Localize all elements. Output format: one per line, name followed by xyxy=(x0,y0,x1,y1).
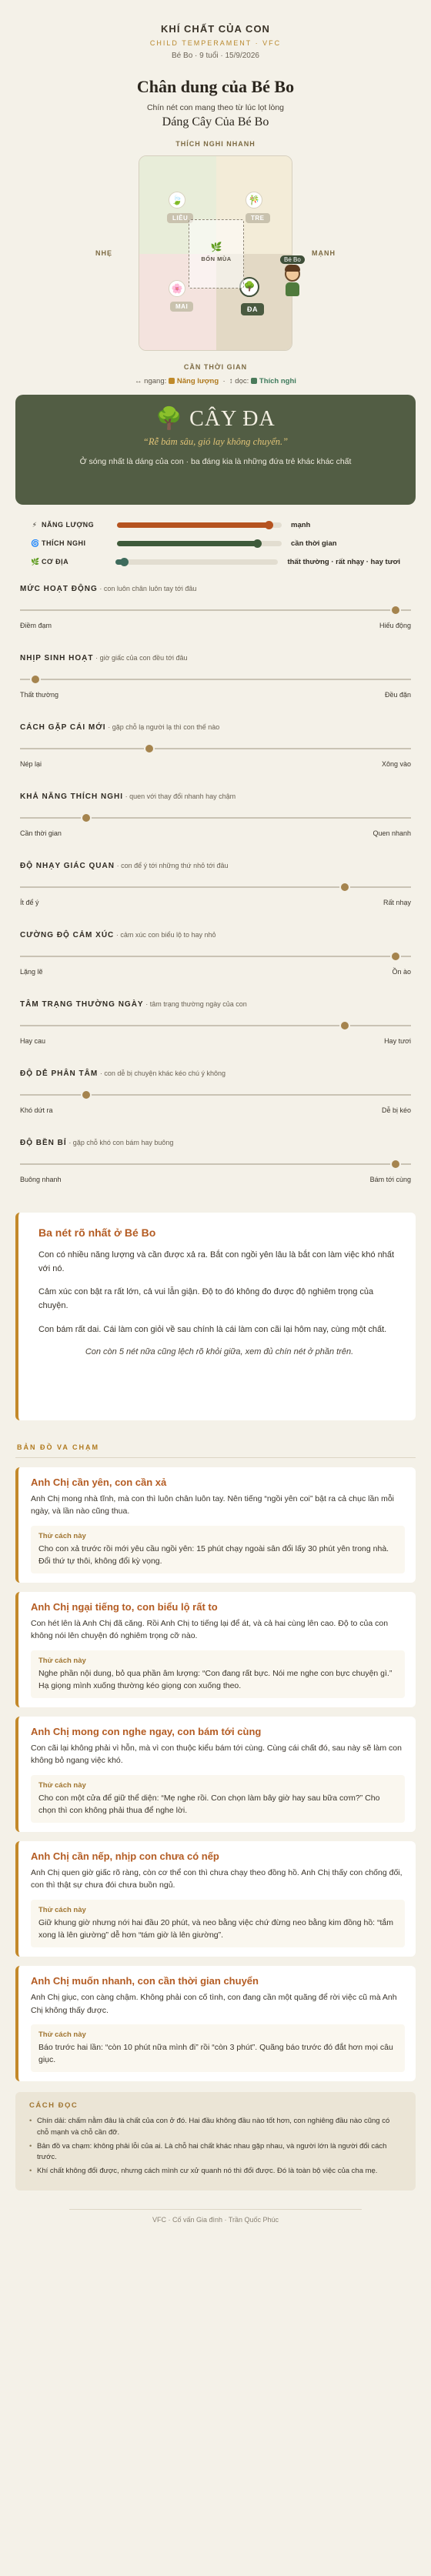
try-label: Thử cách này xyxy=(38,1905,86,1914)
trait-right-label: Hiếu động xyxy=(379,622,411,629)
clash-section-title: BẢN ĐỒ VA CHẠM xyxy=(17,1443,99,1451)
highlight-paragraph: Con bám rất dai. Cái làm con giỏi về sau chính là cái làm con cãi lại hôm nay, cùng một chất. xyxy=(38,1324,387,1334)
summary-scales xyxy=(15,516,416,571)
trait-desc: · giờ giấc của con đều tới đâu xyxy=(95,654,188,662)
clash-body: Anh Chị mong nhà tĩnh, mà con thì luôn chân luôn tay. Nên tiếng “ngồi yên coi” bật ra cả chục lần mỗi ngày, và lần nào cũng thua. xyxy=(31,1494,394,1517)
trait-track xyxy=(20,609,411,611)
trait-desc: · gặp chỗ lạ người lạ thì con thế nào xyxy=(108,723,220,731)
trait-heading xyxy=(20,1000,411,1009)
trait-name: NHỊP SINH HOẠT xyxy=(20,654,94,662)
list-item: • Bản đồ va chạm: không phải lỗi của ai. Là chỗ hai chất khác nhau gặp nhau, và người lớn là người đổi cách trước. xyxy=(29,2141,402,2164)
try-box xyxy=(31,2024,405,2073)
axis-bottom-label: CẦN THỜI GIAN xyxy=(183,363,248,371)
trait-marker xyxy=(81,1089,92,1100)
trait-row xyxy=(15,788,416,857)
trait-ends xyxy=(20,691,411,699)
clash-body: Con cãi lại không phải vì hỗn, mà vì con thuộc kiểu bám tới cùng. Cùng cái chất đó, sau này sẽ làm con không bỏ ngang việc khó. xyxy=(31,1743,402,1766)
scale-energy-label: NĂNG LƯỢNG xyxy=(42,520,95,529)
swirl-icon: 🌀 xyxy=(31,539,40,547)
trait-desc: · cảm xúc con biểu lộ to hay nhỏ xyxy=(115,931,216,939)
trait-track xyxy=(20,1025,411,1026)
quadrant-label-mai: MAI xyxy=(170,302,193,312)
scale-base-dot xyxy=(120,558,129,566)
trait-desc: · con luôn chân luôn tay tới đâu xyxy=(99,585,197,592)
legend-h-prefix: ↔ ngang: xyxy=(135,377,167,385)
scale-adapt xyxy=(31,534,400,552)
trait-row xyxy=(15,1134,416,1203)
blossom-icon: 🌸 xyxy=(169,280,185,297)
quadrant-label-lieu: LIỄU xyxy=(167,213,193,223)
child-avatar-body xyxy=(286,282,299,296)
trait-ends xyxy=(20,899,411,906)
scale-base-label-wrap xyxy=(31,558,115,566)
try-text: Nghe phần nội dung, bỏ qua phần âm lượng: “Con đang rất bực. Nói me nghe con bực chuyện gì.” Hạ giọng mình xuống thường kéo giọng con xuống theo. xyxy=(38,1668,393,1690)
page-title: Chân dung của Bé Bo xyxy=(136,77,295,96)
clash-card xyxy=(15,1467,416,1583)
try-label: Thử cách này xyxy=(38,2030,86,2039)
center-zone xyxy=(189,219,244,289)
trait-left-label: Lặng lẽ xyxy=(20,968,43,976)
trait-ends xyxy=(20,760,411,768)
quadrant-grid xyxy=(139,155,292,351)
result-quote: “Rễ bám sâu, gió lay không chuyển.” xyxy=(142,436,289,447)
trait-heading xyxy=(20,931,411,939)
header-subtitle: CHILD TEMPERAMENT · VFC xyxy=(149,39,282,47)
trait-row xyxy=(15,926,416,996)
trait-right-label: Bám tới cùng xyxy=(369,1176,411,1183)
clash-card xyxy=(15,1966,416,2081)
scale-base xyxy=(31,552,400,571)
trait-marker xyxy=(390,951,401,962)
trait-left-label: Ít để ý xyxy=(20,899,39,906)
trait-name: ĐỘ DỄ PHÂN TÂM xyxy=(20,1069,99,1078)
scale-energy-value: mạnh xyxy=(291,520,311,529)
trait-heading xyxy=(20,723,411,732)
trait-right-label: Đều đặn xyxy=(384,691,411,699)
trait-marker xyxy=(339,1020,350,1031)
result-title: CÂY ĐA xyxy=(189,407,276,431)
trait-heading xyxy=(20,792,411,801)
tree-icon: 🌳 xyxy=(155,407,184,431)
trait-row xyxy=(15,719,416,788)
trait-ends xyxy=(20,1037,411,1045)
trait-heading xyxy=(20,1069,411,1078)
axis-right-label: MẠNH xyxy=(312,249,336,257)
trait-row xyxy=(15,580,416,649)
scale-energy xyxy=(31,516,400,534)
list-item: • Chín dải: chấm nằm đâu là chất của con ở đó. Hai đầu không đầu nào tốt hơn, con nghiêng đầu nào cũng có chỗ mạnh và chỗ cần đỡ. xyxy=(29,2116,402,2138)
trait-marker xyxy=(339,882,350,893)
scale-energy-track xyxy=(117,522,282,528)
quadrant-label-da: ĐA xyxy=(241,303,264,315)
child-avatar-hair xyxy=(285,265,300,272)
scale-adapt-dot xyxy=(253,539,262,548)
trait-left-label: Hay cau xyxy=(20,1037,46,1045)
trait-row xyxy=(15,857,416,926)
trait-ends xyxy=(20,829,411,837)
scale-adapt-track xyxy=(117,541,282,546)
scale-adapt-value: cần thời gian xyxy=(291,539,337,548)
trait-ends xyxy=(20,1106,411,1114)
scale-energy-fill xyxy=(117,522,269,528)
try-box xyxy=(31,1900,405,1948)
trait-marker xyxy=(390,1159,401,1170)
axis-top-label: THÍCH NGHI NHANH xyxy=(175,140,256,148)
try-box xyxy=(31,1775,405,1824)
trait-left-label: Buông nhanh xyxy=(20,1176,62,1183)
clash-card xyxy=(15,1592,416,1707)
axis-left-label: NHẸ xyxy=(95,249,113,257)
trait-name: CÁCH GẶP CÁI MỚI xyxy=(20,723,106,732)
how-to-read-title: CÁCH ĐỌC xyxy=(29,2101,79,2111)
scale-energy-dot xyxy=(265,521,273,529)
trait-name: MỨC HOẠT ĐỘNG xyxy=(20,585,98,593)
trait-marker xyxy=(30,674,41,685)
scale-adapt-fill xyxy=(117,541,257,546)
try-text: Giữ khung giờ nhưng nới hai đầu 20 phút, và neo bằng việc chứ đừng neo bằng kim đồng hồ: “tắm xong là lên giường” dễ hơn “tám giờ là lên giường”. xyxy=(38,1917,394,1940)
center-zone-label: BỐN MÙA xyxy=(201,255,232,262)
header-meta: Bé Bo · 9 tuổi · 15/9/2026 xyxy=(172,52,259,60)
legend-h-value: Năng lượng xyxy=(176,377,219,385)
legend-h-swatch xyxy=(169,378,175,384)
how-to-read-list xyxy=(29,2116,402,2177)
trait-left-label: Điềm đạm xyxy=(20,622,52,629)
legend-v-swatch xyxy=(251,378,257,384)
trait-right-label: Ồn ào xyxy=(392,968,411,976)
result-card xyxy=(15,395,416,505)
scale-base-value: thất thường · rất nhạy · hay tươi xyxy=(287,557,400,566)
clash-body: Anh Chị quen giờ giấc rõ ràng, còn cơ thể con thì chưa chạy theo đồng hồ. Anh Chị thấy con chống đối, con thì thật sự chưa đói chưa buồn ngủ. xyxy=(31,1868,403,1890)
trait-track xyxy=(20,1163,411,1165)
footer: VFC · Cố vấn Gia đình · Trần Quốc Phúc xyxy=(69,2209,362,2224)
clash-card xyxy=(15,1717,416,1832)
trait-right-label: Quen nhanh xyxy=(373,829,411,837)
trait-name: ĐỘ BỀN BỈ xyxy=(20,1139,67,1147)
trait-name: CƯỜNG ĐỘ CẢM XÚC xyxy=(20,931,115,939)
trait-name: KHẢ NĂNG THÍCH NGHI xyxy=(20,792,123,801)
quadrant-label-tre: TRE xyxy=(246,213,270,223)
trait-marker xyxy=(144,743,155,754)
trait-left-label: Thất thường xyxy=(20,691,58,699)
list-item: • Khí chất không đổi được, nhưng cách mình cư xử quanh nó thì đổi được. Đó là toàn bộ việc của cha mẹ. xyxy=(29,2166,402,2177)
legend-v-prefix: ↕ dọc: xyxy=(229,377,249,385)
try-label: Thử cách này xyxy=(38,1531,86,1540)
result-description: Ở sóng nhất là dáng của con · ba đáng kia là những đứa trẻ khác khác chất xyxy=(79,457,352,466)
highlight-paragraph: Cảm xúc con bật ra rất lớn, cả vui lẫn giận. Độ to đó không đo được độ nghiêm trọng của chuyện. xyxy=(38,1287,374,1311)
highlight-card xyxy=(15,1213,416,1420)
trait-right-label: Dễ bị kéo xyxy=(381,1106,411,1114)
how-to-read xyxy=(15,2092,416,2191)
trait-left-label: Nép lại xyxy=(20,760,42,768)
trait-track xyxy=(20,817,411,819)
trait-row xyxy=(15,996,416,1065)
trait-row xyxy=(15,1065,416,1134)
clash-body: Anh Chị giục, con càng chậm. Không phải con cố tình, con đang cần một quãng để rời việc cũ mà Anh Chị không thấy được. xyxy=(31,1993,397,2015)
trait-desc: · con để ý tới những thứ nhỏ tới đâu xyxy=(116,862,229,869)
trait-desc: · quen với thay đổi nhanh hay chậm xyxy=(125,792,236,800)
trait-left-label: Khó dứt ra xyxy=(20,1106,53,1114)
result-title-row xyxy=(31,405,400,432)
trait-list xyxy=(15,580,416,1203)
trait-heading xyxy=(20,1139,411,1147)
temperament-map xyxy=(85,140,346,371)
clash-card xyxy=(15,1841,416,1957)
trait-track xyxy=(20,956,411,957)
trait-track xyxy=(20,679,411,680)
trait-desc: · con dễ bị chuyện khác kéo chú ý không xyxy=(99,1069,226,1077)
trait-ends xyxy=(20,968,411,976)
trait-desc: · gặp chỗ khó con bám hay buông xyxy=(68,1139,174,1146)
header xyxy=(15,0,416,129)
trait-track xyxy=(20,886,411,888)
trait-heading xyxy=(20,654,411,662)
highlight-paragraph: Con có nhiều năng lượng và cần được xả ra. Bắt con ngồi yên lâu là bắt con làm việc khó nhất với nó. xyxy=(38,1250,395,1274)
trait-right-label: Xông vào xyxy=(381,760,411,768)
tree-icon: 🌳 xyxy=(239,277,259,297)
try-text: Cho con xả trước rồi mới yêu cầu ngồi yên: 15 phút chạy ngoài sân đổi lấy 30 phút yên trong nhà. Đổi thứ tự thôi, không đổi kỳ vọng. xyxy=(38,1543,389,1566)
trait-ends xyxy=(20,1176,411,1183)
scale-base-label: CƠ ĐỊA xyxy=(42,557,69,566)
trait-left-label: Cần thời gian xyxy=(20,829,62,837)
try-label: Thử cách này xyxy=(38,1780,86,1790)
trait-desc: · tâm trạng thường ngày của con xyxy=(145,1000,247,1008)
clash-body: Con hét lên là Anh Chị đã căng. Rồi Anh Chị to tiếng lại để át, và cả hai cùng lên cao. Độ to của con không nói lên chuyện đó nghiêm trọng cỡ nào. xyxy=(31,1619,389,1641)
trait-track xyxy=(20,1094,411,1096)
header-kicker: KHÍ CHẤT CỦA CON xyxy=(161,23,270,35)
herb-icon: 🌿 xyxy=(31,557,40,566)
leaf-icon: 🍃 xyxy=(169,192,185,209)
trait-heading xyxy=(20,585,411,593)
trait-heading xyxy=(20,862,411,870)
sprout-icon: 🌿 xyxy=(210,242,222,252)
trait-marker xyxy=(390,605,401,616)
axis-legend: ↔ ngang: Năng lượng · ↕ dọc: Thích nghi xyxy=(135,377,296,385)
try-box xyxy=(31,1650,405,1699)
clash-title: Anh Chị muốn nhanh, con cần thời gian chuyển xyxy=(31,1975,259,1987)
lightning-icon: ⚡ xyxy=(32,520,38,529)
clash-title: Anh Chị cần yên, con cần xả xyxy=(31,1477,167,1488)
clash-title: Anh Chị ngại tiếng to, con biểu lộ rất to xyxy=(31,1601,218,1613)
scale-adapt-label: THÍCH NGHI xyxy=(42,539,86,547)
highlight-title: Ba nét rõ nhất ở Bé Bo xyxy=(38,1226,156,1239)
try-text: Cho con một cửa để giữ thể diện: “Mẹ nghe rồi. Con chọn làm bây giờ hay sau bữa cơm?” Cho chọn thì con không phải thua để nghe lời. xyxy=(38,1793,380,1815)
highlight-note: Con còn 5 nét nữa cũng lệch rõ khỏi giữa, xem đủ chín nét ở phần trên. xyxy=(85,1346,354,1356)
try-text: Báo trước hai lần: “còn 10 phút nữa mình đi” rồi “còn 3 phút”. Quãng báo trước đó đắt hơn mọi câu giục. xyxy=(38,2042,393,2065)
trait-track xyxy=(20,748,411,749)
scale-base-track xyxy=(115,559,278,565)
clash-title: Anh Chị mong con nghe ngay, con bám tới cùng xyxy=(31,1726,262,1738)
header-name: Dáng Cây Của Bé Bo xyxy=(162,115,269,128)
try-box xyxy=(31,1526,405,1574)
trait-ends xyxy=(20,622,411,629)
bamboo-icon: 🎋 xyxy=(246,192,262,209)
child-marker-name: Bé Bo xyxy=(280,255,305,264)
clash-title: Anh Chị cần nếp, nhịp con chưa có nếp xyxy=(31,1850,219,1863)
divider xyxy=(15,1457,416,1458)
trait-name: ĐỘ NHẠY GIÁC QUAN xyxy=(20,862,115,870)
trait-marker xyxy=(81,813,92,823)
trait-right-label: Hay tươi xyxy=(384,1037,411,1045)
child-marker xyxy=(279,255,306,299)
header-line: Chín nét con mang theo từ lúc lọt lòng xyxy=(146,103,285,112)
trait-row xyxy=(15,649,416,719)
legend-v-value: Thích nghi xyxy=(259,377,296,385)
scale-adapt-label-wrap xyxy=(31,539,117,548)
trait-right-label: Rất nhạy xyxy=(383,899,411,906)
trait-name: TÂM TRẠNG THƯỜNG NGÀY xyxy=(20,1000,144,1009)
try-label: Thử cách này xyxy=(38,1656,86,1665)
scale-energy-label-wrap xyxy=(31,521,117,529)
